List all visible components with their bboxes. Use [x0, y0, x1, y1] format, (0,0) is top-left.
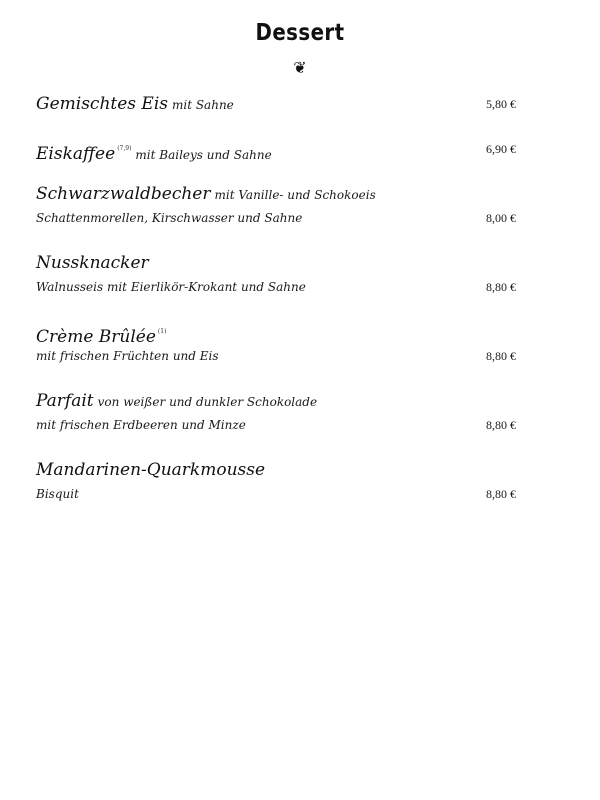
menu-item-nussknacker: [36, 251, 516, 299]
menu-item-line: [36, 320, 516, 347]
menu-item-eiskaffee: [36, 137, 516, 164]
menu-item-line: [36, 458, 516, 482]
menu-item-price: 8,80 €: [486, 280, 516, 294]
menu-item-description: von weißer und dunkler Schokolade: [97, 395, 318, 409]
menu-item-line: [36, 344, 516, 368]
menu-item-price: 8,80 €: [486, 418, 516, 432]
menu-item-line: [36, 275, 516, 299]
menu-item-line: [36, 206, 516, 230]
menu-item-description: Bisquit: [36, 487, 79, 501]
menu-item-name: Crème Brûlée: [36, 327, 156, 347]
page-title: Dessert: [255, 20, 345, 46]
menu-item-line: [36, 137, 516, 164]
menu-item-name: Mandarinen-Quarkmousse: [36, 460, 266, 480]
menu-item-mandarinen-quarkmousse: [36, 458, 516, 506]
menu-item-price: 8,80 €: [486, 487, 516, 501]
dessert-list: [36, 92, 516, 527]
menu-item-name: Eiskaffee: [36, 144, 116, 164]
menu-item-parfait: [36, 389, 516, 437]
menu-item-name: Schwarzwaldbecher: [36, 184, 211, 204]
menu-item-price: 6,90 €: [486, 142, 516, 156]
allergen-note: (1): [157, 328, 167, 335]
menu-item-price: 8,00 €: [486, 211, 516, 225]
menu-item-gemischtes-eis: [36, 92, 516, 116]
menu-item-price: 8,80 €: [486, 349, 516, 363]
menu-item-line: [36, 413, 516, 437]
menu-item-description: Schattenmorellen, Kirschwasser und Sahne: [36, 211, 303, 225]
menu-item-description: mit Sahne: [171, 98, 234, 112]
fleuron-ornament-icon: ❦: [293, 58, 307, 77]
menu-item-description: mit frischen Früchten und Eis: [36, 349, 219, 363]
allergen-note: (7,9): [117, 145, 132, 152]
menu-item-name: Parfait: [36, 391, 94, 411]
menu-item-description: mit frischen Erdbeeren und Minze: [36, 418, 246, 432]
menu-item-line: [36, 251, 516, 275]
menu-item-description: Walnusseis mit Eierlikör-Krokant und Sahne: [36, 280, 306, 294]
menu-item-description: mit Baileys und Sahne: [135, 148, 272, 162]
menu-item-line: [36, 92, 516, 116]
menu-item-line: [36, 182, 516, 206]
menu-item-price: 5,80 €: [486, 97, 516, 111]
menu-item-name: Gemischtes Eis: [36, 94, 168, 114]
menu-item-creme-brulee: [36, 320, 516, 368]
menu-item-line: [36, 482, 516, 506]
menu-item-schwarzwaldbecher: [36, 182, 516, 230]
menu-item-name: Nussknacker: [36, 253, 149, 273]
menu-item-line: [36, 389, 516, 413]
menu-item-description: mit Vanille- und Schokoeis: [214, 188, 376, 202]
